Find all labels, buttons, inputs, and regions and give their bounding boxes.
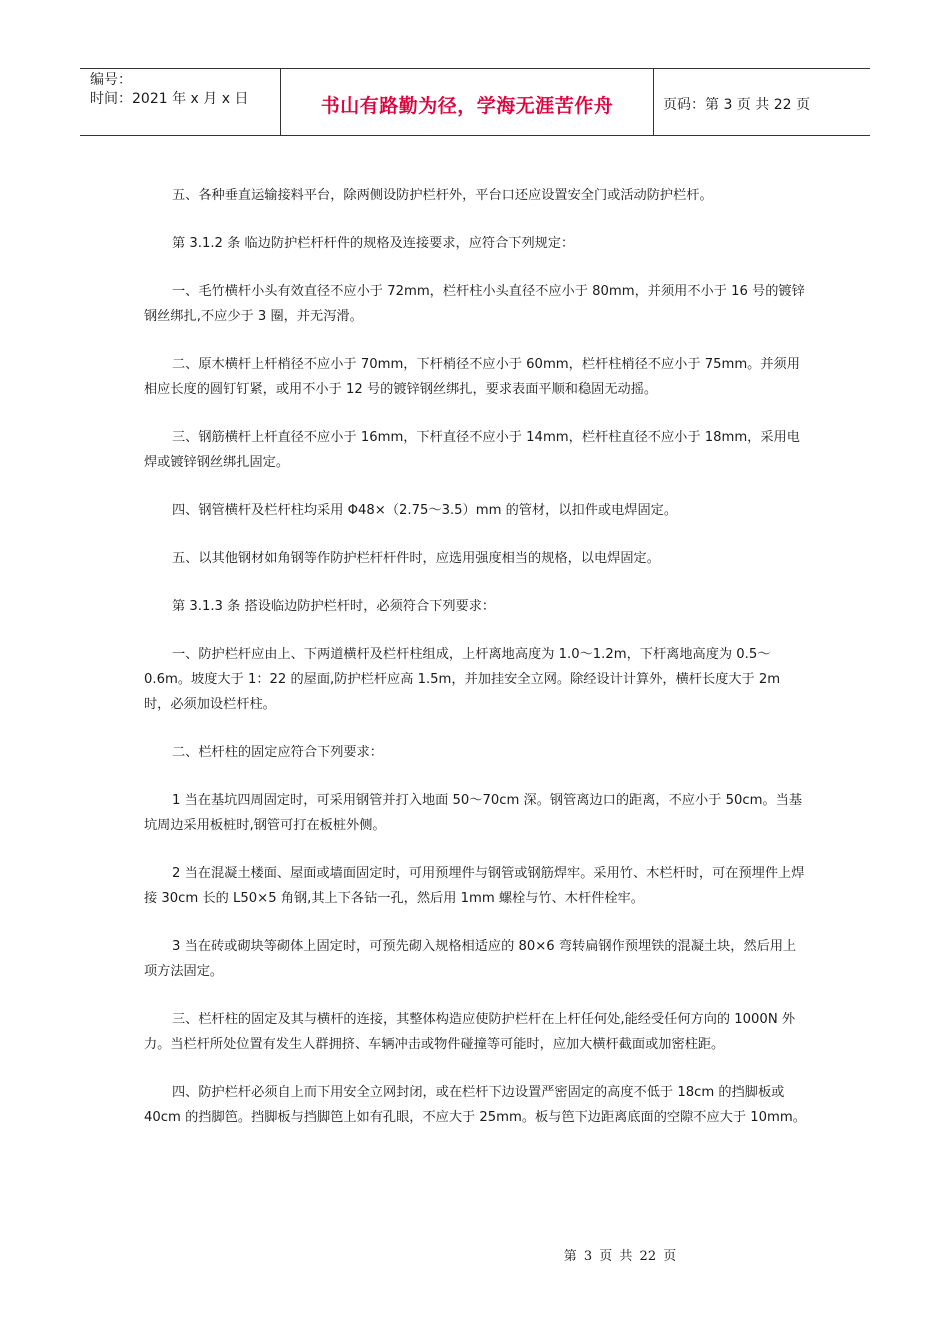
header-page-info: [654, 69, 870, 135]
paragraph: 一、毛竹横杆小头有效直径不应小于 72mm，栏杆柱小头直径不应小于 80mm，并须用不小于 16 号的镀锌钢丝绑扎,不应少于 3 圈，并无泻滑。: [144, 284, 805, 324]
document-body: [144, 183, 808, 1153]
paragraph: 三、钢筋横杆上杆直径不应小于 16mm，下杆直径不应小于 14mm，栏杆柱直径不应小于 18mm，采用电焊或镀锌钢丝绑扎固定。: [144, 430, 800, 470]
paragraph: 四、防护栏杆必须自上而下用安全立网封闭，或在栏杆下边设置严密固定的高度不低于 18cm 的挡脚板或 40cm 的挡脚笆。挡脚板与挡脚笆上如有孔眼，不应大于 25mm。板与笆下边距离底面的空隙不应大于 10mm。: [144, 1085, 806, 1125]
paragraph: 五、各种垂直运输接料平台，除两侧设防护栏杆外，平台口还应设置安全门或活动防护栏杆。: [172, 188, 713, 203]
paragraph: 五、以其他钢材如角钢等作防护栏杆杆件时，应选用强度相当的规格，以电焊固定。: [172, 551, 660, 566]
paragraph: 二、栏杆柱的固定应符合下列要求：: [172, 745, 383, 760]
document-date: 时间：2021 年 x 月 x 日: [90, 91, 249, 107]
header-meta: [80, 69, 281, 135]
paragraph: 1 当在基坑四周固定时，可采用钢管并打入地面 50～70cm 深。钢管离边口的距离，不应小于 50cm。当基坑周边采用板桩时,钢管可打在板桩外侧。: [144, 793, 803, 833]
footer-page-number: 第 3 页 共 22 页: [563, 1249, 677, 1264]
header-motto-cell: [281, 69, 654, 135]
paragraph: 第 3.1.3 条 搭设临边防护栏杆时，必须符合下列要求：: [172, 599, 496, 614]
header-motto: 书山有路勤为径，学海无涯苦作舟: [320, 94, 614, 117]
paragraph: 3 当在砖或砌块等砌体上固定时，可预先砌入规格相适应的 80×6 弯转扁钢作预埋铁的混凝土块，然后用上项方法固定。: [144, 939, 797, 979]
paragraph: 2 当在混凝土楼面、屋面或墙面固定时，可用预埋件与钢管或钢筋焊牢。采用竹、木栏杆时，可在预埋件上焊接 30cm 长的 L50×5 角钢,其上下各钻一孔，然后用 1mm 螺栓与竹、木杆件栓牢。: [144, 866, 805, 906]
page-footer: [0, 1245, 950, 1264]
paragraph: 一、防护栏杆应由上、下两道横杆及栏杆柱组成，上杆离地高度为 1.0～1.2m，下杆离地高度为 0.5～0.6m。坡度大于 1：22 的屋面,防护栏杆应高 1.5m，并加挂安全立网。除经设计计算外，横杆长度大于 2m 时，必须加设栏杆柱。: [144, 647, 781, 712]
document-number: 编号：: [90, 72, 132, 88]
paragraph: 三、栏杆柱的固定及其与横杆的连接，其整体构造应使防护栏杆在上杆任何处,能经受任何方向的 1000N 外力。当栏杆所处位置有发生人群拥挤、车辆冲击或物件碰撞等可能时，应加大横杆截面或加密柱距。: [144, 1012, 796, 1052]
page-info-text: 页码：第 3 页 共 22 页: [663, 97, 810, 113]
paragraph: 二、原木横杆上杆梢径不应小于 70mm，下杆梢径不应小于 60mm，栏杆柱梢径不应小于 75mm。并须用相应长度的圆钉钉紧，或用不小于 12 号的镀锌钢丝绑扎，要求表面平顺和稳固无动摇。: [144, 357, 800, 397]
page-header: [80, 68, 870, 136]
paragraph: 第 3.1.2 条 临边防护栏杆杆件的规格及连接要求，应符合下列规定：: [172, 236, 575, 251]
paragraph: 四、钢管横杆及栏杆柱均采用 Φ48×（2.75～3.5）mm 的管材，以扣件或电焊固定。: [172, 503, 678, 518]
